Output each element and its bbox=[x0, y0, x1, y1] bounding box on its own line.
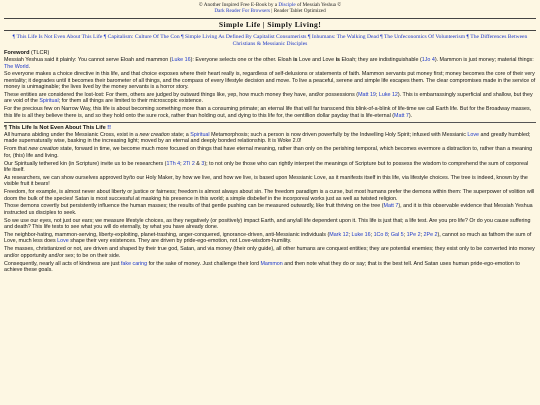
love-link[interactable]: Love bbox=[467, 132, 479, 139]
section-paragraph: So we use our eyes, not just our ears; we measure lifestyle choices, as they negatively (or positively) impact Earth, and any/all life dependent upon it. This life is just that; a life test. Are you pro life? Or do you cause suffering and death? This life tests to see what you will do eternally, by what you have already done. bbox=[4, 217, 531, 231]
scripture-link[interactable]: Luke 16 bbox=[171, 57, 191, 64]
disciple-link[interactable]: Disciple bbox=[278, 2, 296, 8]
scripture-link[interactable]: 2Ti 2 bbox=[183, 160, 195, 167]
top-note bbox=[4, 2, 536, 14]
scripture-link[interactable]: Luke 12 bbox=[378, 92, 398, 99]
section-paragraph: As researchers, we can show ourselves approved by/to our Holy Maker, by how we live, and how we live, is based upon Messianic Love, as it manifests itself in this life, via lifestyle choices. The tree is indeed, known by the visible fruit it bears! bbox=[4, 174, 528, 188]
section-paragraph: Those demons covertly but persistently influence the human masses; the results of that gentle pushing can be measured outwardly, like fruit thriving on the tree (Matt 7), and it is this observable evidence that Messiah Yeshua instructed us disciples to seek. bbox=[4, 203, 533, 216]
spiritual-link[interactable]: Spiritual bbox=[190, 132, 210, 139]
scripture-link[interactable]: Matt 7 bbox=[394, 112, 409, 119]
section-paragraph: The neighbor-hating, mammon-serving, liberty-exploiting, planet-trashing, anger-conquered, ignorance-driven, anti-Messianic individuals (Mark 12; Luke 16; 1Co 8; Gal 5; 1Pe 2; 2Pe 2), cannot so much as fathom the sum of Love, much less does Love shape their very existences. They are driven by pride-ego-emotion, not Love-wisdom-humility. bbox=[4, 232, 532, 245]
scripture-link[interactable]: Mark 12 bbox=[329, 232, 349, 239]
scripture-link[interactable]: 2Pe 2 bbox=[423, 232, 438, 239]
foreword-paragraph: These entities are considered the lost-lost: For them, others are judged by outward things like, yep, how much money they have, and/or possessions (Matt 19; Luke 12). This is embarrassingly superficial and shallow, but they are void of the Spiritual; for them all things are limited to their microscopic existence. bbox=[4, 92, 533, 105]
toc-link-capitalism[interactable]: ¶ Capitalism: Culture Of The Con bbox=[103, 34, 180, 40]
scripture-link[interactable]: 1Th 4 bbox=[166, 160, 181, 167]
fake-caring-link[interactable]: fake caring bbox=[120, 260, 148, 267]
table-of-contents bbox=[4, 34, 536, 47]
scripture-link[interactable]: Gal 5 bbox=[390, 232, 404, 239]
toc-link-simple-living[interactable]: ¶ Simple Living As Defined By Capitalist Consumerists bbox=[181, 34, 307, 40]
dark-reader-link[interactable]: Dark Reader For Browsers bbox=[214, 8, 271, 14]
section-paragraph: From that new creation state, forward in time, we become much more focused on things that have eternal meaning, rather than only on the perishing temporal, which becomes evermore a distraction to, rather than a meaning for, (this) life and living. bbox=[4, 146, 533, 159]
scripture-link[interactable]: 3 bbox=[201, 160, 205, 167]
foreword-heading: Foreword (TLCR) bbox=[4, 50, 50, 57]
section-paragraph: All humans abiding under the Messianic Cross, exist in a new creation state; a Spiritual Metamorphosis; such a person is now driven powerfully by the Indwelling Holy Spirit; infused with Messianic Love and greatly humbled; made supernaturally wise, basking in the increasing light; moved by an eternal and deeply bonded relationship. It is Woke 2.0! bbox=[4, 132, 531, 145]
the-world-link[interactable]: The World bbox=[4, 63, 29, 70]
section-paragraph: The masses, christianized or not, are driven and shaped by their true god, Satan, and via money (their only guide), all other humans are conquest entities; they are potential enemies; they exist only to be converted into money and/or opportunity and/or sex; to be on their side. bbox=[4, 246, 535, 259]
scripture-link[interactable]: Matt 19 bbox=[358, 92, 376, 99]
top-link[interactable]: !! bbox=[107, 125, 112, 132]
scripture-link[interactable]: 1Co 8 bbox=[373, 232, 388, 239]
top-note-line-2: Dark Reader For Browsers | Reader Tablet Optimized bbox=[214, 8, 326, 14]
section-paragraph: Freedom, for example, is almost never about liberty or justice or fairness; freedom is almost always about sin. The freedom paradigm is a curse, but most humans prefer the demons within them: The superpower of volition will doom the bulk of the species! Satan is most successful at masking his presence in this world; a simple disbelief in the incorporeal works just as well as twisted religion. bbox=[4, 189, 535, 202]
scripture-link[interactable]: 1Pe 2 bbox=[406, 232, 421, 239]
page-title: Simple Life | Simply Living! bbox=[4, 18, 536, 31]
toc-link-this-life[interactable]: ¶ This Life Is Not Even About This Life bbox=[12, 34, 103, 40]
foreword-paragraph: So everyone makes a choice directive in this life, and that choice exposes where their heart really is, regardless of self-delusions or statements of faith. Mammon servants put money first; money becomes the core of their very mentality; it degrades until it becomes their barometer of all things, and the compass of every lifestyle decision and move. To live a peaceful, serene and simple life escapes them. The clear compromises made in the service of money is unimaginable; the lives lived by the money servants is a horror story. bbox=[4, 71, 536, 91]
scripture-link[interactable]: Matt 7 bbox=[383, 203, 399, 210]
scripture-link[interactable]: Luke 16 bbox=[351, 232, 371, 239]
scripture-link[interactable]: 1Jo 4 bbox=[421, 57, 435, 64]
section-divider bbox=[4, 122, 536, 123]
foreword-paragraph: For the precious few on Narrow Way, this life is about becoming something more than a consuming primate; an eternal life that will far transcend this blink-of-a-blink of life-time we call Earth life. But for the Broadway masses, this life is all they believe there is, and so they hold onto the sure rock, rather than holding out, and dying to this life for, the oentillion dollar payday that is life-eternal (Matt 7). bbox=[4, 106, 532, 119]
copyright-circle-icon: © bbox=[337, 2, 342, 8]
spiritual-link[interactable]: Spiritual bbox=[39, 98, 59, 105]
section-paragraph: Our Spiritually tethered kin (in Scripture) invite us to be researchers (1Th 4; 2Ti 2 & 3); to not only be those who can rightly interpret the meanings of Scripture but to possess the wisdom to comprehend the sum of corporeal life itself. bbox=[4, 160, 529, 173]
top-note-line-1: © Another Inspired Free E-Book by a Disciple of Messiah Yeshua © bbox=[198, 2, 342, 8]
toc-link-inhumans[interactable]: ¶ Inhumans: The Walking Dead bbox=[307, 34, 379, 40]
toc-link-volunteerism[interactable]: ¶ The Unfeconomics Of Volunteerism bbox=[380, 34, 466, 40]
toc-link-differences[interactable]: ¶ The Differences Between Christians & Messianic Disciples bbox=[232, 34, 528, 47]
copyright-circle-icon: © bbox=[198, 2, 203, 8]
mammon-link[interactable]: Mammon bbox=[260, 260, 283, 267]
section-heading: ¶ This Life Is Not Even About This Life !! bbox=[4, 125, 112, 132]
section-paragraph: Consequently, nearly all acts of kindness are just fake caring for the sake of money. Just challenge their lord Mammon and then note what they do or say; that is the best tell. And Satan uses human pride-ego-emotion to achieve these goals. bbox=[4, 260, 520, 273]
love-link[interactable]: Love bbox=[57, 238, 69, 245]
foreword-paragraph: Messiah Yeshua said it plainly: You cannot serve Eloah and mammon (Luke 16): Everyone selects one or the other. Eloah is Love and Love is Eloah; they are indistinguishable (1Jo 4). Mammon is just money; material things: The World. bbox=[4, 57, 534, 70]
